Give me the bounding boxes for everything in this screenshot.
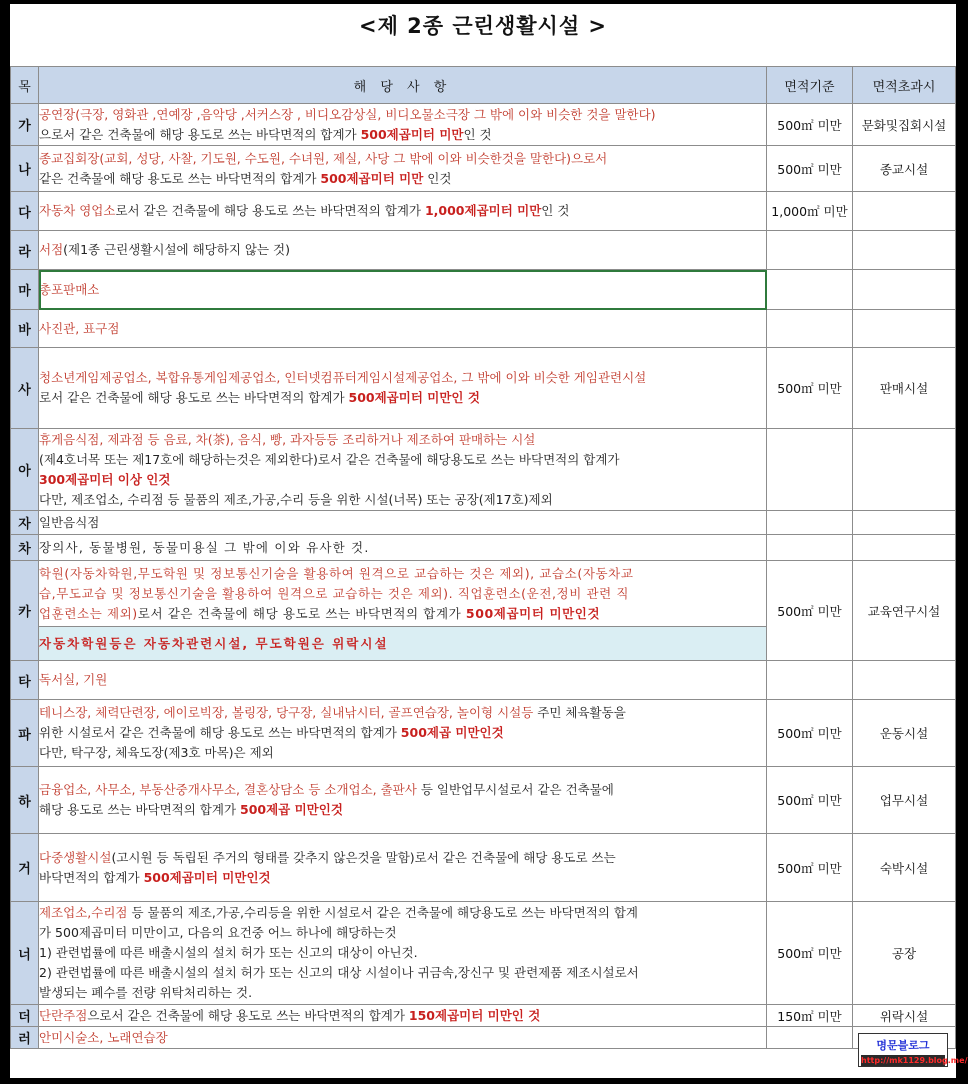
row-content: 종교집회장(교회, 성당, 사찰, 기도원, 수도원, 수녀원, 제실, 사당 그 밖에 이와 비슷한것을 말한다)으로서 같은 건축물에 해당 용도로 쓰는 바닥면적의 합계가 500제곱미터 미만 인것 <box>39 146 767 192</box>
row-area <box>767 535 853 561</box>
table-row <box>11 231 956 270</box>
selected-cell[interactable]: 총포판매소 <box>39 270 767 310</box>
row-content: 테니스장, 체력단련장, 에이로빅장, 볼링장, 당구장, 실내낚시터, 골프연습장, 놀이형 시설등 주민 체육활동을 위한 시설로서 같은 건축물에 해당 용도로 쓰는 바닥면적의 합계가 500제곱 미만인것 다만, 탁구장, 체육도장(제3호 마목)은 제외 <box>39 700 767 767</box>
row-excess: 업무시설 <box>853 767 956 834</box>
table-row <box>11 511 956 535</box>
table-row <box>11 661 956 700</box>
row-content: 독서실, 기원 <box>39 661 767 700</box>
row-excess <box>853 310 956 348</box>
row-content: 다중생활시설(고시원 등 독립된 주거의 형태를 갖추지 않은것을 말함)로서 같은 건축물에 해당 용도로 쓰는 바닥면적의 합계가 500제곱미터 미만인것 <box>39 834 767 902</box>
row-content: 제조업소,수리점 등 물품의 제조,가공,수리등을 위한 시설로서 같은 건축물에 해당용도로 쓰는 바닥면적의 합계 가 500제곱미터 미만이고, 다음의 요건중 어느 하나에 해당하는것 1) 관련법률에 따른 배출시설의 설치 허가 또는 신고의 대상이 아닌것. 2) 관련법률에 따른 배출시설의 설치 허가 또는 신고의 대상 시설이나 귀금속,장신구 및 관련제품 제조시설로서 발생되는 폐수를 전량 위탁처리하는 것. <box>39 902 767 1005</box>
row-excess <box>853 270 956 310</box>
row-area <box>767 310 853 348</box>
row-mok: 자 <box>11 511 39 535</box>
row-mok: 차 <box>11 535 39 561</box>
facility-table <box>10 66 956 1049</box>
header-area: 면적기준 <box>767 67 853 104</box>
page-title: <제 2종 근린생활시설 > <box>358 14 608 38</box>
blog-name: 명문블로그 <box>876 1039 930 1052</box>
row-excess: 문화및집회시설 <box>853 104 956 146</box>
row-content: 서점(제1종 근린생활시설에 해당하지 않는 것) <box>39 231 767 270</box>
row-mok: 사 <box>11 348 39 429</box>
row-content: 안미시술소, 노래연습장 <box>39 1027 767 1049</box>
row-area: 500㎡ 미만 <box>767 902 853 1005</box>
row-mok: 더 <box>11 1005 39 1027</box>
row-area <box>767 511 853 535</box>
row-mok: 라 <box>11 231 39 270</box>
table-row <box>11 767 956 834</box>
row-excess: 숙박시설 <box>853 834 956 902</box>
blog-badge[interactable] <box>858 1033 968 1067</box>
row-excess: 판매시설 <box>853 348 956 429</box>
header-content: 해 당 사 항 <box>39 67 767 104</box>
table-row <box>11 561 956 627</box>
row-area: 500㎡ 미만 <box>767 146 853 192</box>
blog-url[interactable]: http://mk1129.blog.me/ <box>861 1056 968 1065</box>
row-mok: 다 <box>11 192 39 231</box>
row-excess: 위락시설 <box>853 1005 956 1027</box>
table-row <box>11 429 956 511</box>
row-mok: 나 <box>11 146 39 192</box>
row-mok: 바 <box>11 310 39 348</box>
row-content: 장의사, 동물병원, 동물미용실 그 밖에 이와 유사한 것. <box>39 535 767 561</box>
row-mok: 타 <box>11 661 39 700</box>
row-mok: 파 <box>11 700 39 767</box>
row-area: 500㎡ 미만 <box>767 561 853 661</box>
row-mok: 러 <box>11 1027 39 1049</box>
row-mok: 너 <box>11 902 39 1005</box>
row-area: 500㎡ 미만 <box>767 767 853 834</box>
table-row <box>11 1027 956 1049</box>
row-excess: 공장 <box>853 902 956 1005</box>
row-mok: 하 <box>11 767 39 834</box>
table-row <box>11 192 956 231</box>
row-excess <box>853 511 956 535</box>
table-row <box>11 146 956 192</box>
row-content: 공연장(극장, 영화관 ,연예장 ,음악당 ,서커스장 , 비디오감상실, 비디오물소극장 그 밖에 이와 비슷한 것을 말한다) 으로서 같은 건축물에 해당 용도로 쓰는 바닥면적의 합계가 500제곱미터 미만인 것 <box>39 104 767 146</box>
row-content: 자동차 영업소로서 같은 건축물에 해당 용도로 쓰는 바닥면적의 합계가 1,000제곱미터 미만인 것 <box>39 192 767 231</box>
row-excess: 종교시설 <box>853 146 956 192</box>
row-excess <box>853 429 956 511</box>
row-excess: 운동시설 <box>853 700 956 767</box>
table-row <box>11 310 956 348</box>
row-area: 150㎡ 미만 <box>767 1005 853 1027</box>
row-content: 청소년게임제공업소, 복합유통게임제공업소, 인터넷컴퓨터게임시설제공업소, 그 밖에 이와 비슷한 게임관련시설 로서 같은 건축물에 해당 용도로 쓰는 바닥면적의 합계가 500제곱미터 미만인 것 <box>39 348 767 429</box>
row-area: 500㎡ 미만 <box>767 348 853 429</box>
row-area: 500㎡ 미만 <box>767 700 853 767</box>
row-excess <box>853 231 956 270</box>
row-excess <box>853 535 956 561</box>
table-row <box>11 348 956 429</box>
row-area: 500㎡ 미만 <box>767 104 853 146</box>
table-row <box>11 104 956 146</box>
row-area: 1,000㎡ 미만 <box>767 192 853 231</box>
row-mok: 거 <box>11 834 39 902</box>
header-mok: 목 <box>11 67 39 104</box>
table-row <box>11 834 956 902</box>
document-sheet <box>10 4 968 1078</box>
row-area <box>767 661 853 700</box>
row-area <box>767 1027 853 1049</box>
table-header-row <box>11 67 956 104</box>
row-area <box>767 429 853 511</box>
row-area: 500㎡ 미만 <box>767 834 853 902</box>
table-row <box>11 902 956 1005</box>
table-row <box>11 1005 956 1027</box>
row-content: 단란주점으로서 같은 건축물에 해당 용도로 쓰는 바닥면적의 합계가 150제곱미터 미만인 것 <box>39 1005 767 1027</box>
row-mok: 아 <box>11 429 39 511</box>
row-note: 자동차학원등은 자동차관련시설, 무도학원은 위락시설 <box>39 627 767 661</box>
row-excess <box>853 192 956 231</box>
row-mok: 마 <box>11 270 39 310</box>
row-content: 사진관, 표구점 <box>39 310 767 348</box>
row-mok: 가 <box>11 104 39 146</box>
table-row <box>11 270 956 310</box>
row-content: 휴게음식점, 제과점 등 음료, 차(茶), 음식, 빵, 과자등등 조리하거나 제조하여 판매하는 시설 (제4호너목 또는 제17호에 해당하는것은 제외한다)로서 같은 건축물에 해당용도로 쓰는 바닥면적의 합계가 300제곱미터 이상 인것 다만, 제조업소, 수리점 등 물품의 제조,가공,수리 등을 위한 시설(너목) 또는 공장(제17호)제외 <box>39 429 767 511</box>
row-content: 일반음식점 <box>39 511 767 535</box>
row-area <box>767 231 853 270</box>
row-excess: 교육연구시설 <box>853 561 956 661</box>
row-area <box>767 270 853 310</box>
row-content: 금융업소, 사무소, 부동산중개사무소, 결혼상담소 등 소개업소, 출판사 등 일반업무시설로서 같은 건축물에 해당 용도로 쓰는 바닥면적의 합계가 500제곱 미만인것 <box>39 767 767 834</box>
row-content: 학원(자동차학원,무도학원 및 정보통신기술을 활용하여 원격으로 교습하는 것은 제외), 교습소(자동차교 습,무도교습 및 정보통신기술을 활용하여 원격으로 교습하는 것은 제외). 직업훈련소(운전,정비 관련 직 업훈련소는 제외)로서 같은 건축물에 해당 용도로 쓰는 바닥면적의 합계가 500제곱미터 미만인것 <box>39 561 767 627</box>
table-row <box>11 535 956 561</box>
header-excess: 면적초과시 <box>853 67 956 104</box>
row-mok: 카 <box>11 561 39 661</box>
table-row <box>11 700 956 767</box>
row-excess <box>853 661 956 700</box>
